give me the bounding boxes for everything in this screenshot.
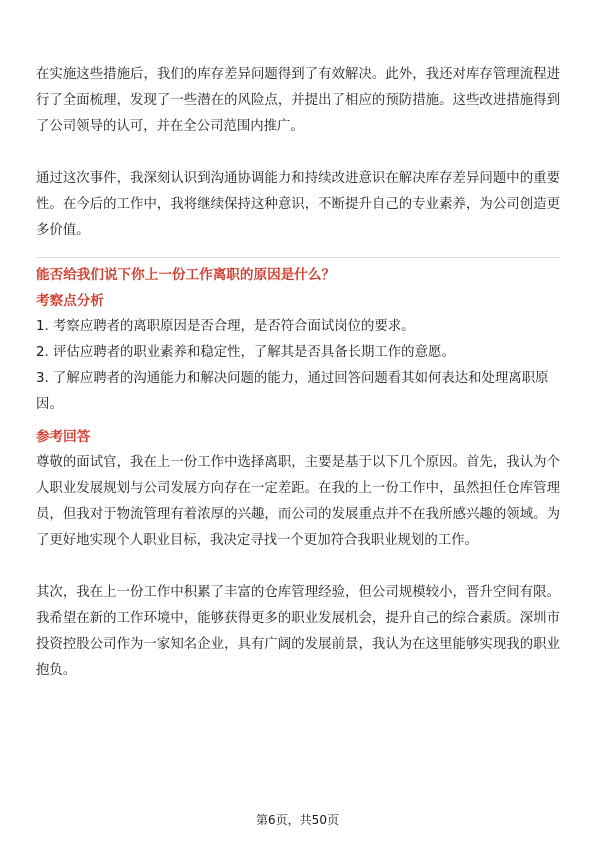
answer-title: 参考回答 [36, 429, 91, 445]
analysis-title: 考察点分析 [36, 293, 104, 309]
page-number: 第6页，共50页 [256, 813, 339, 827]
paragraph-gap [36, 140, 560, 166]
analysis-item-3: 3. 了解应聘者的沟通能力和解决问题的能力，通过回答问题看其如何表达和处理离职原因。 [36, 371, 549, 412]
paragraph-gap [36, 554, 560, 580]
interview-question: 能否给我们说下你上一份工作离职的原因是什么？ [36, 267, 336, 283]
analysis-item-2: 2. 评估应聘者的职业素养和稳定性，了解其是否具备长期工作的意愿。 [36, 345, 455, 360]
answer-paragraph-2: 其次，我在上一份工作中积累了丰富的仓库管理经验，但公司规模较小，晋升空间有限。我希望在新的工作环境中，能够获得更多的职业发展机会，提升自己的综合素质。深圳市投资控股公司作为一家知名企业，具有广阔的发展前景，我认为在这里能够实现我的职业抱负。 [36, 585, 560, 678]
answer-paragraph-1: 尊敬的面试官，我在上一份工作中选择离职，主要是基于以下几个原因。首先，我认为个人职业发展规划与公司发展方向存在一定差距。在我的上一份工作中，虽然担任仓库管理员，但我对于物流管理有着浓厚的兴趣，而公司的发展重点并不在我所感兴趣的领域。为了更好地实现个人职业目标，我决定寻找一个更加符合我职业规划的工作。 [36, 455, 560, 548]
paragraph-1: 在实施这些措施后，我们的库存差异问题得到了有效解决。此外，我还对库存管理流程进行了全面梳理，发现了一些潜在的风险点，并提出了相应的预防措施。这些改进措施得到了公司领导的认可，并在全公司范围内推广。 [36, 67, 560, 134]
paragraph-2: 通过这次事件，我深刻认识到沟通协调能力和持续改进意识在解决库存差异问题中的重要性。在今后的工作中，我将继续保持这种意识，不断提升自己的专业素养，为公司创造更多价值。 [36, 171, 560, 238]
section-divider [36, 257, 560, 258]
analysis-item-1: 1. 考察应聘者的离职原因是否合理，是否符合面试岗位的要求。 [36, 319, 415, 334]
document-body [36, 62, 560, 684]
